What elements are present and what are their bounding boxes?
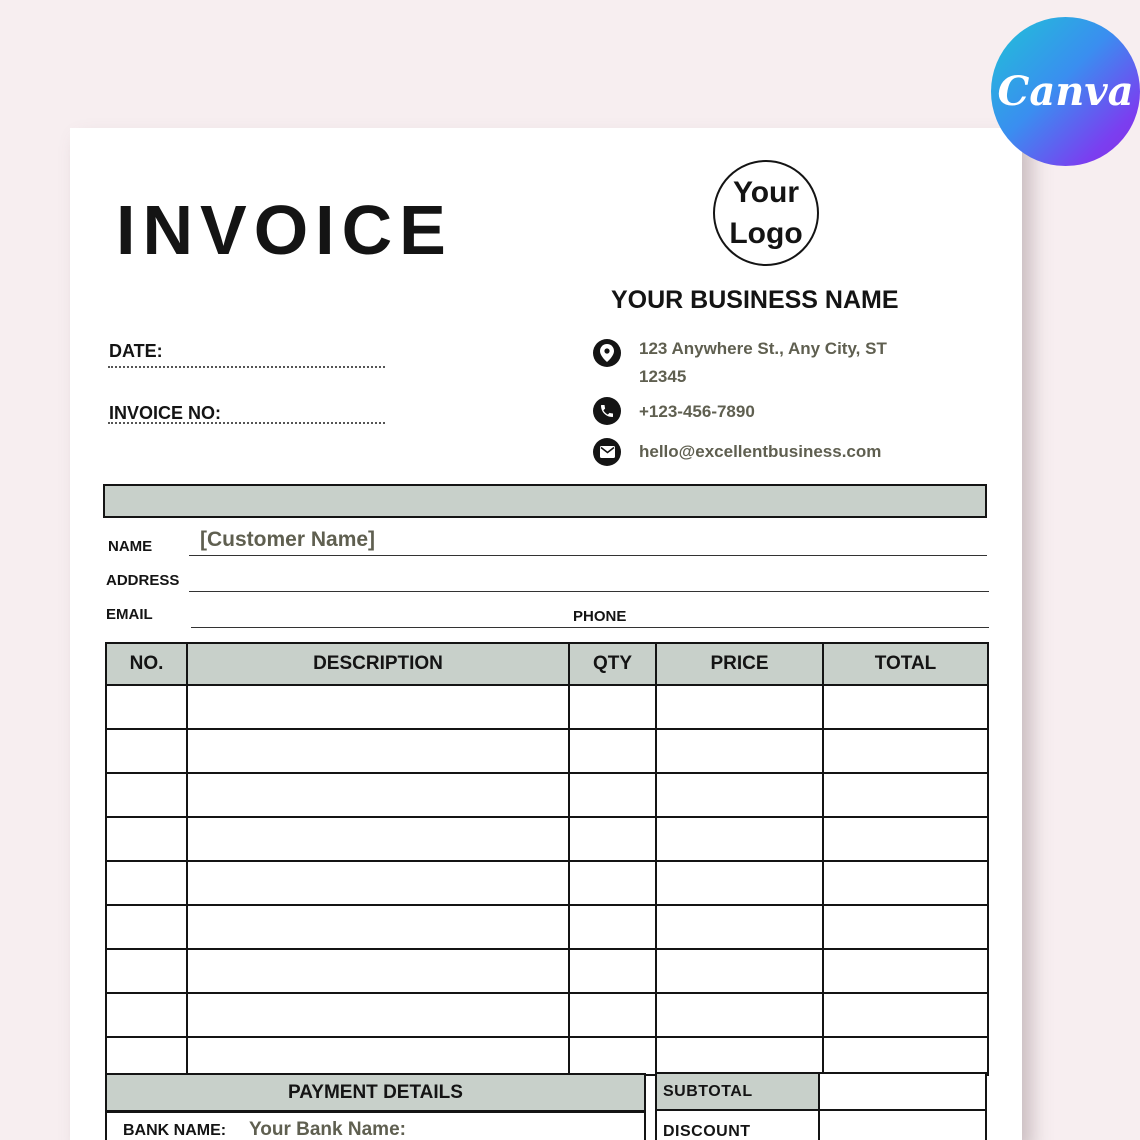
- phone-icon: [593, 397, 621, 425]
- cell-description[interactable]: [187, 1037, 569, 1075]
- cell-qty[interactable]: [569, 729, 656, 773]
- section-divider-band: [103, 484, 987, 518]
- cell-price[interactable]: [656, 729, 823, 773]
- cell-description[interactable]: [187, 993, 569, 1037]
- cell-total[interactable]: [823, 1037, 988, 1075]
- bank-name-label: BANK NAME:: [123, 1122, 227, 1139]
- cell-price[interactable]: [656, 861, 823, 905]
- business-email: hello@excellentbusiness.com: [639, 442, 882, 461]
- logo-line-1: Your: [732, 176, 800, 209]
- table-row: [106, 993, 988, 1037]
- cell-description[interactable]: [187, 905, 569, 949]
- header-description: DESCRIPTION: [187, 643, 569, 685]
- table-row: [106, 861, 988, 905]
- table-header-row: [106, 643, 988, 685]
- canva-badge-text: Canva: [997, 68, 1134, 115]
- business-phone: +123-456-7890: [639, 402, 755, 421]
- cell-total[interactable]: [823, 817, 988, 861]
- email-envelope-icon: [593, 438, 621, 466]
- discount-row: [655, 1109, 987, 1140]
- cell-price[interactable]: [656, 685, 823, 729]
- customer-name-line: [189, 555, 987, 556]
- cell-total[interactable]: [823, 685, 988, 729]
- cell-qty[interactable]: [569, 905, 656, 949]
- table-row: [106, 685, 988, 729]
- cell-qty[interactable]: [569, 773, 656, 817]
- header-qty: QTY: [569, 643, 656, 685]
- table-row: [106, 905, 988, 949]
- customer-phone-label: PHONE: [573, 608, 627, 625]
- subtotal-value[interactable]: [820, 1074, 985, 1110]
- header-no: NO.: [106, 643, 187, 685]
- cell-price[interactable]: [656, 905, 823, 949]
- table-body: [106, 685, 988, 1075]
- customer-email-label: EMAIL: [106, 606, 153, 623]
- cell-qty[interactable]: [569, 861, 656, 905]
- line-items-table: [105, 642, 989, 1076]
- cell-description[interactable]: [187, 949, 569, 993]
- cell-description[interactable]: [187, 817, 569, 861]
- cell-no[interactable]: [106, 993, 187, 1037]
- table-row: [106, 729, 988, 773]
- subtotal-row: [655, 1072, 987, 1112]
- cell-total[interactable]: [823, 773, 988, 817]
- customer-address-line[interactable]: [189, 591, 989, 592]
- cell-no[interactable]: [106, 1037, 187, 1075]
- logo-line-2: Logo: [729, 217, 803, 250]
- bank-name-value[interactable]: Your Bank Name:: [249, 1119, 406, 1140]
- cell-price[interactable]: [656, 949, 823, 993]
- location-pin-icon: [593, 339, 621, 367]
- cell-qty[interactable]: [569, 949, 656, 993]
- cell-no[interactable]: [106, 773, 187, 817]
- cell-total[interactable]: [823, 949, 988, 993]
- cell-description[interactable]: [187, 729, 569, 773]
- date-label: DATE:: [109, 341, 163, 361]
- subtotal-label: SUBTOTAL: [657, 1074, 820, 1110]
- cell-price[interactable]: [656, 773, 823, 817]
- canva-badge: [991, 17, 1140, 166]
- table-row: [106, 773, 988, 817]
- payment-bank-row: [105, 1110, 646, 1140]
- invoice-sheet: [70, 128, 1022, 1140]
- cell-no[interactable]: [106, 949, 187, 993]
- cell-qty[interactable]: [569, 685, 656, 729]
- cell-total[interactable]: [823, 905, 988, 949]
- cell-no[interactable]: [106, 861, 187, 905]
- discount-value[interactable]: [820, 1111, 985, 1140]
- cell-description[interactable]: [187, 773, 569, 817]
- invoice-no-field-line[interactable]: [108, 422, 385, 424]
- business-address-line-1: 123 Anywhere St., Any City, ST: [639, 339, 887, 358]
- customer-email-phone-line[interactable]: [191, 627, 989, 628]
- invoice-no-label: INVOICE NO:: [109, 403, 222, 423]
- table-row: [106, 949, 988, 993]
- table-row: [106, 1037, 988, 1075]
- cell-total[interactable]: [823, 861, 988, 905]
- header-price: PRICE: [656, 643, 823, 685]
- payment-details-header: PAYMENT DETAILS: [105, 1073, 646, 1113]
- cell-price[interactable]: [656, 817, 823, 861]
- cell-description[interactable]: [187, 685, 569, 729]
- cell-description[interactable]: [187, 861, 569, 905]
- cell-qty[interactable]: [569, 1037, 656, 1075]
- header-total: TOTAL: [823, 643, 988, 685]
- table-row: [106, 817, 988, 861]
- cell-total[interactable]: [823, 729, 988, 773]
- cell-qty[interactable]: [569, 817, 656, 861]
- cell-no[interactable]: [106, 817, 187, 861]
- business-name: YOUR BUSINESS NAME: [611, 286, 899, 314]
- cell-no[interactable]: [106, 729, 187, 773]
- discount-label: DISCOUNT: [657, 1111, 820, 1140]
- customer-address-label: ADDRESS: [106, 572, 180, 589]
- cell-qty[interactable]: [569, 993, 656, 1037]
- cell-no[interactable]: [106, 685, 187, 729]
- cell-price[interactable]: [656, 1037, 823, 1075]
- customer-name-label: NAME: [108, 538, 153, 555]
- cell-price[interactable]: [656, 993, 823, 1037]
- business-address-line-2: 12345: [639, 367, 687, 386]
- cell-no[interactable]: [106, 905, 187, 949]
- customer-name-value[interactable]: [Customer Name]: [200, 528, 376, 551]
- cell-total[interactable]: [823, 993, 988, 1037]
- invoice-title: INVOICE: [116, 191, 453, 269]
- logo-placeholder: [713, 160, 819, 266]
- date-field-line[interactable]: [108, 366, 385, 368]
